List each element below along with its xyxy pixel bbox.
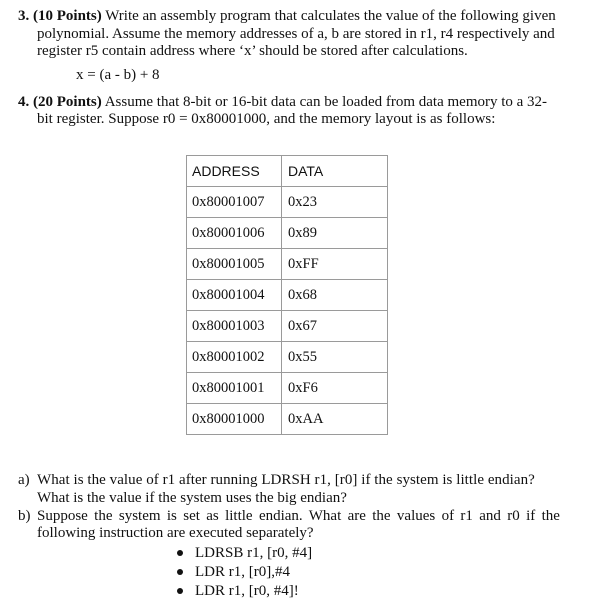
question-4-line-2 xyxy=(37,110,495,128)
question-3 xyxy=(18,7,582,25)
question-3-number: 3. xyxy=(18,8,30,24)
part-b-line-1: Suppose the system is set as little endian. What are the values of r1 and r0 if the xyxy=(37,508,560,524)
table-row xyxy=(187,218,388,249)
question-3-text-3: register r5 contain address where ‘x’ should be stored after calculations. xyxy=(37,43,468,59)
question-3-line-3 xyxy=(37,42,468,60)
question-4-text-2: bit register. Suppose r0 = 0x80001000, and the memory layout is as follows: xyxy=(37,111,496,127)
instruction-text: LDRSB r1, [r0, #4] xyxy=(195,545,313,561)
address-cell: 0x80001003 xyxy=(187,311,282,342)
header-address: ADDRESS xyxy=(187,156,282,187)
table-row xyxy=(187,404,388,435)
address-cell: 0x80001006 xyxy=(187,218,282,249)
bullet-icon xyxy=(177,550,183,556)
bullet-icon xyxy=(177,569,183,575)
question-4-number: 4. xyxy=(18,94,30,110)
question-3-line-2 xyxy=(37,25,555,43)
table-row xyxy=(187,249,388,280)
address-cell: 0x80001007 xyxy=(187,187,282,218)
part-a-label: a) xyxy=(18,472,30,488)
data-cell: 0x68 xyxy=(282,280,388,311)
memory-layout-table xyxy=(186,155,388,435)
data-cell: 0xFF xyxy=(282,249,388,280)
address-cell: 0x80001001 xyxy=(187,373,282,404)
instruction-text: LDR r1, [r0],#4 xyxy=(195,564,290,580)
instruction-text: LDR r1, [r0, #4]! xyxy=(195,583,299,599)
data-cell: 0x89 xyxy=(282,218,388,249)
instruction-item xyxy=(177,582,299,600)
table-row xyxy=(187,342,388,373)
data-cell: 0x67 xyxy=(282,311,388,342)
question-3-text-2: polynomial. Assume the memory addresses of a, b are stored in r1, r4 respectively and xyxy=(37,26,555,42)
part-b-line-2: following instruction are executed separately? xyxy=(37,525,314,541)
header-data: DATA xyxy=(282,156,388,187)
address-cell: 0x80001004 xyxy=(187,280,282,311)
table-row xyxy=(187,311,388,342)
question-4-text-1: Assume that 8-bit or 16-bit data can be loaded from data memory to a 32- xyxy=(104,94,548,110)
part-a-line-2: What is the value if the system uses the big endian? xyxy=(37,490,347,506)
data-cell: 0xAA xyxy=(282,404,388,435)
address-cell: 0x80001000 xyxy=(187,404,282,435)
part-a-line-1: What is the value of r1 after running LDRSH r1, [r0] if the system is little endian? xyxy=(37,472,535,488)
table-header-row xyxy=(187,156,388,187)
part-b-label: b) xyxy=(18,508,31,524)
question-3-text-1: Write an assembly program that calculates the value of the following given xyxy=(105,8,556,24)
instruction-item xyxy=(177,544,312,562)
table-row xyxy=(187,187,388,218)
question-4-line-1 xyxy=(18,93,547,111)
data-cell: 0x23 xyxy=(282,187,388,218)
address-cell: 0x80001002 xyxy=(187,342,282,373)
data-cell: 0x55 xyxy=(282,342,388,373)
bullet-icon xyxy=(177,588,183,594)
address-cell: 0x80001005 xyxy=(187,249,282,280)
table-row xyxy=(187,280,388,311)
question-4-points: (20 Points) xyxy=(33,94,102,110)
question-3-line-1 xyxy=(18,7,582,25)
data-cell: 0xF6 xyxy=(282,373,388,404)
table-row xyxy=(187,373,388,404)
instruction-item xyxy=(177,563,290,581)
question-3-points: (10 Points) xyxy=(33,8,102,24)
polynomial-formula: x = (a - b) + 8 xyxy=(76,67,160,83)
